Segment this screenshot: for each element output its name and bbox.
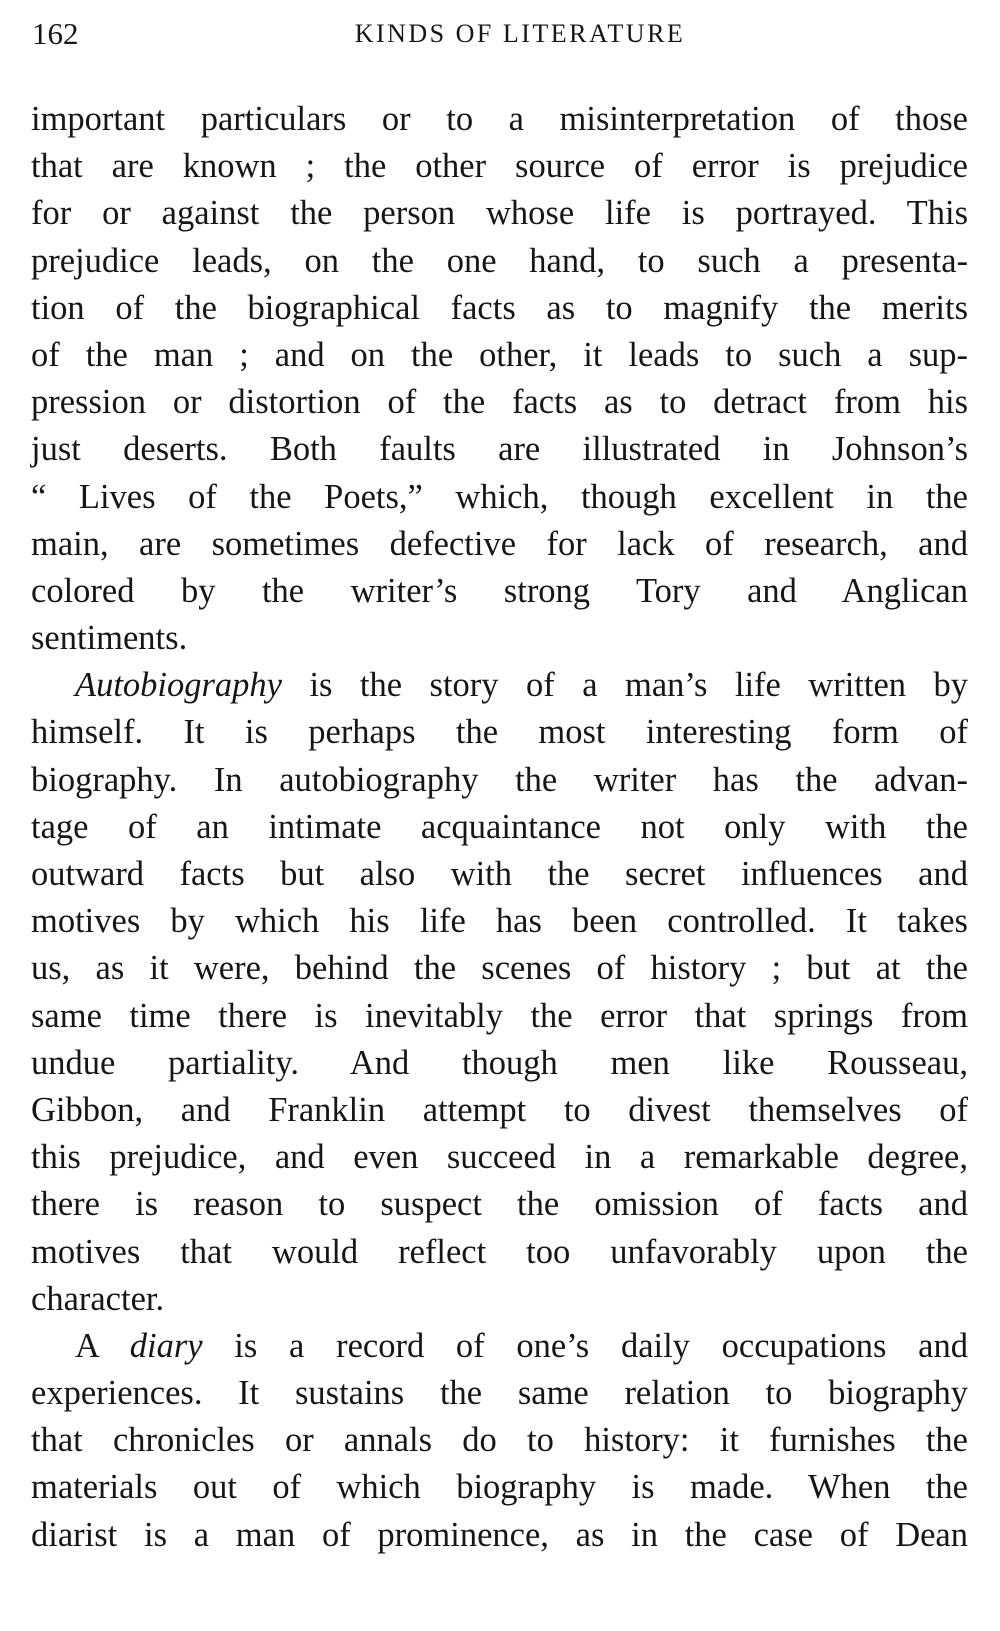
text-line: biography. In autobiography the writer has the advan- <box>31 760 968 799</box>
text-line: important particulars or to a misinterpretation of those <box>31 100 968 138</box>
running-head <box>32 14 968 54</box>
text-line: experiences. It sustains the same relation to biography <box>31 1374 968 1413</box>
text-line: himself. It is perhaps the most interesting form of <box>31 713 968 752</box>
text-line: there is reason to suspect the omission of facts and <box>31 1185 968 1224</box>
body-text <box>31 96 968 1559</box>
text-line: character. <box>31 1279 165 1318</box>
text-line: that are known ; the other source of error is prejudice <box>31 147 968 186</box>
text-line: undue partiality. And though men like Rousseau, <box>31 1043 968 1082</box>
term-autobiography: Autobiography <box>75 666 282 705</box>
text-line <box>31 1323 968 1370</box>
text-line: materials out of which biography is made. When the <box>31 1468 968 1507</box>
page-number: 162 <box>32 16 79 51</box>
text-line: prejudice leads, on the one hand, to such a presenta- <box>31 241 968 280</box>
text-line: outward facts but also with the secret influences and <box>31 855 968 893</box>
text-line: main, are sometimes defective for lack of research, and <box>31 524 968 563</box>
text-line: diarist is a man of prominence, as in the case of Dean <box>31 1515 968 1554</box>
text-line: colored by the writer’s strong Tory and Anglican <box>31 571 968 610</box>
paragraph-autobiography <box>31 662 968 1323</box>
text-run: is the story of a man’s life written by <box>281 666 968 705</box>
paragraph-diary <box>31 1323 968 1559</box>
text-line: just deserts. Both faults are illustrated in Johnson’s <box>31 430 968 469</box>
text-line: sentiments. <box>31 619 188 658</box>
text-line: this prejudice, and even succeed in a remarkable degree, <box>31 1138 968 1177</box>
text-run: A <box>75 1326 130 1365</box>
text-line <box>31 662 968 709</box>
text-line: that chronicles or annals do to history: it furnishes the <box>31 1421 968 1460</box>
text-line: Gibbon, and Franklin attempt to divest themselves of <box>31 1090 968 1129</box>
text-line: motives that would reflect too unfavorably upon the <box>31 1232 968 1271</box>
text-line: pression or distortion of the facts as to detract from his <box>31 383 968 422</box>
paragraph-biography-errors <box>31 96 968 662</box>
text-line: tion of the biographical facts as to magnify the merits <box>31 288 968 327</box>
text-line: motives by which his life has been controlled. It takes <box>31 902 968 941</box>
text-line: us, as it were, behind the scenes of history ; but at the <box>31 949 968 988</box>
text-line: for or against the person whose life is portrayed. This <box>31 194 968 233</box>
text-line: of the man ; and on the other, it leads to such a sup- <box>31 335 968 374</box>
term-diary: diary <box>129 1326 203 1365</box>
text-run: is a record of one’s daily occupations and <box>202 1326 968 1365</box>
text-line: tage of an intimate acquaintance not only with the <box>31 807 968 846</box>
text-line: same time there is inevitably the error that springs from <box>31 996 968 1035</box>
text-line: “ Lives of the Poets,” which, though excellent in the <box>31 477 968 516</box>
running-title: KINDS OF LITERATURE <box>354 19 686 48</box>
